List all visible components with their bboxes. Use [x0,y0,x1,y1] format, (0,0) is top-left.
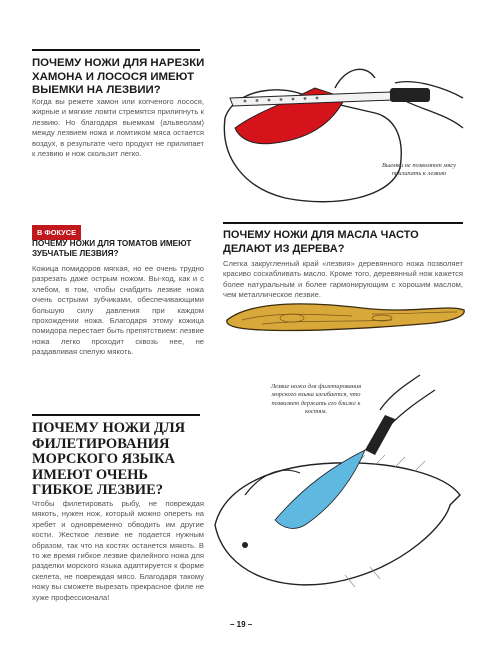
wooden-butter-knife-illustration [222,290,467,340]
section3-title: ПОЧЕМУ НОЖИ ДЛЯ МАСЛА ЧАСТО ДЕЛАЮТ ИЗ ДЕРЕВА? [223,229,419,255]
section1-caption: Выемки не позволяют мясу прилипать к лезвию [381,162,457,178]
section4-divider [32,414,200,416]
section3-body: Слегка закругленный край «лезвия» деревянного ножа позволяет красиво соскабливать масло. Кроме того, деревянный нож кажется более натуральным и более гармонирующим с хорошим маслом, чем металлическое лезвие. [223,259,463,300]
section3-divider [223,222,463,224]
section1-body: Когда вы режете хамон или копченого лосося, жирные и мягкие ломти стремятся прилипнуть к лезвию. Но благодаря выемкам (альвеолам) между лезвием ножа и ломтиком мяса остается воздух, в результате чего продукт не прилипает к лезвию и нож скользит легко. [32,97,204,159]
focus-badge: В ФОКУСЕ [32,225,81,240]
ham-slicing-illustration [215,58,465,218]
section4-caption: Лезвие ножа для филетирования морского языка изгибается, что позволяет держать его ближе к костям. [270,383,362,416]
section2-title: ПОЧЕМУ НОЖИ ДЛЯ ТОМАТОВ ИМЕЮТ ЗУБЧАТЫЕ ЛЕЗВИЯ? [32,239,192,259]
page-number: – 19 – [230,620,253,629]
section4-title: ПОЧЕМУ НОЖИ ДЛЯ ФИЛЕТИРОВАНИЯ МОРСКОГО ЯЗЫКА ИМЕЮТ ОЧЕНЬ ГИБКОЕ ЛЕЗВИЕ? [32,420,186,499]
section1-divider [32,49,200,51]
section4-body: Чтобы филетировать рыбу, не повреждая мякоть, нужен нож, который можно опереть на хребет и одновременно обводить им другие кости. Жесткое лезвие не подается нужным образом, так что на костях останется мякоть. В то же время гибкое лезвие филейного ножа для разделки морского языка адаптируется к форме скелета, не повреждая мясо. Благодаря такому ножу вы сможете вырезать прекрасное филе не хуже профессионала! [32,499,204,602]
section2-body: Кожица помидоров мягкая, но ее очень трудно разрезать даже острым ножом. Вы-ход, как и с хлебом, в том, чтобы снабдить лезвие ножа очень острыми зубчиками, обеспечивающими большую силу давления при каждом прохождении ножа. Благодаря этому кожица помидора перестает быть препятствием: лезвие ножа легко проходит сквозь нее, не раздавливая спелую мякоть. [32,264,204,357]
section1-title: ПОЧЕМУ НОЖИ ДЛЯ НАРЕЗКИ ХАМОНА И ЛОСОСЯ ИМЕЮТ ВЫЕМКИ НА ЛЕЗВИИ? [32,57,205,96]
